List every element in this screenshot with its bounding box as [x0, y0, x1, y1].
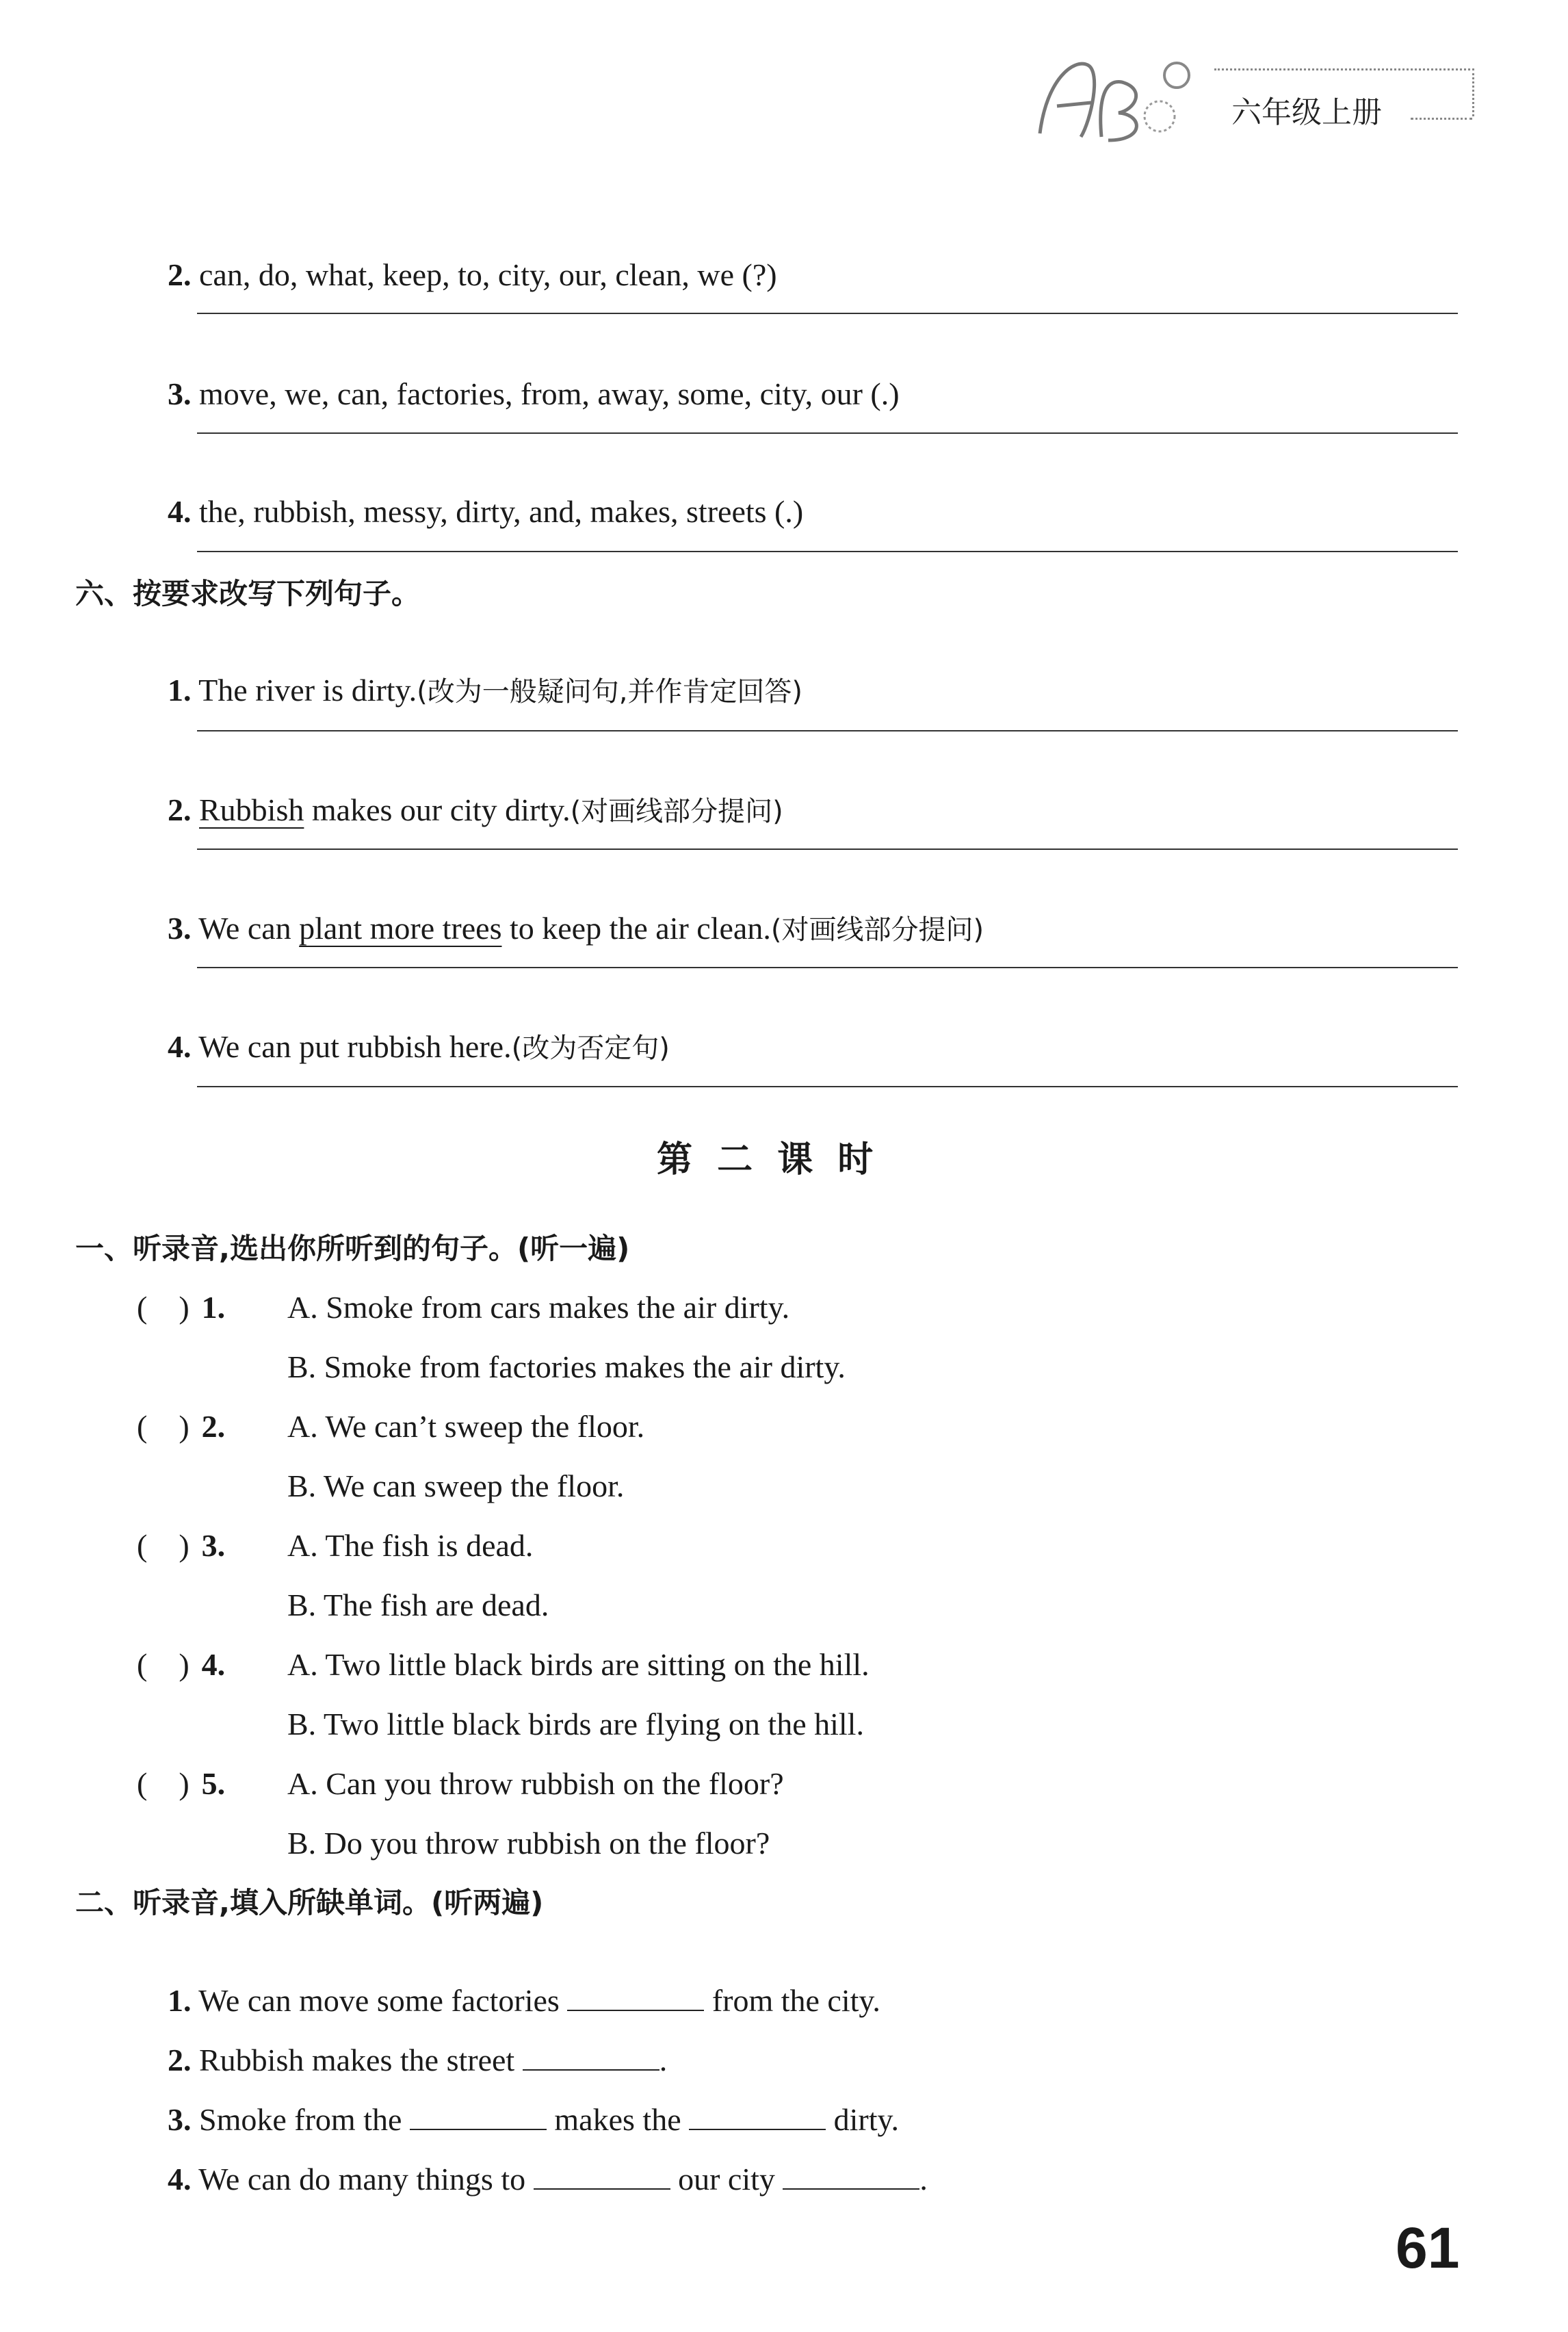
- reorder-item-3: 3. move, we, can, factories, from, away, some, city, our (.): [168, 376, 900, 411]
- listen1-option-3b: B. The fish are dead.: [287, 1588, 549, 1622]
- listen1-option-5a: A. Can you throw rubbish on the floor?: [287, 1766, 784, 1801]
- logo-graphic: [1026, 38, 1218, 147]
- listen2-item-3: 3. Smoke from the makes the dirty.: [168, 2102, 900, 2137]
- answer-line-reorder-3[interactable]: [197, 432, 1458, 434]
- rewrite-item-3: 3. We can plant more trees to keep the air clean.(对画线部分提问): [168, 911, 984, 946]
- header-dotted-top: [1214, 68, 1474, 70]
- header-logo: [1026, 38, 1218, 147]
- listen1-option-1a: A. Smoke from cars makes the air dirty.: [287, 1290, 790, 1325]
- listen1-option-3a: A. The fish is dead.: [287, 1528, 534, 1563]
- answer-line-reorder-4[interactable]: [197, 551, 1458, 552]
- listen1-option-2a: A. We can’t sweep the floor.: [287, 1409, 645, 1444]
- answer-line-reorder-2[interactable]: [197, 313, 1458, 314]
- rewrite-item-1: 1. The river is dirty.(改为一般疑问句,并作肯定回答): [168, 673, 803, 708]
- answer-bracket[interactable]: ( ): [137, 1290, 190, 1325]
- listen1-option-2b: B. We can sweep the floor.: [287, 1468, 625, 1503]
- answer-bracket[interactable]: ( ): [137, 1409, 190, 1444]
- answer-line-rewrite-3[interactable]: [197, 967, 1458, 968]
- listen2-item-1: 1. We can move some factories from the city.: [168, 1983, 880, 2018]
- grade-label: 六年级上册: [1231, 95, 1382, 130]
- listen1-item-5: ( ) 5.: [137, 1766, 226, 1801]
- rewrite-item-4: 4. We can put rubbish here.(改为否定句): [168, 1029, 670, 1064]
- section6-title: 六、按要求改写下列句子。: [75, 577, 421, 610]
- rewrite-item-2: 2. Rubbish makes our city dirty.(对画线部分提问): [168, 792, 783, 827]
- answer-bracket[interactable]: ( ): [137, 1528, 190, 1563]
- listen1-option-5b: B. Do you throw rubbish on the floor?: [287, 1826, 770, 1861]
- answer-bracket[interactable]: ( ): [137, 1766, 190, 1801]
- lesson-title: 第 二 课 时: [657, 1139, 874, 1180]
- reorder-item-2: 2. can, do, what, keep, to, city, our, clean, we (?): [168, 257, 777, 292]
- answer-line-rewrite-4[interactable]: [197, 1086, 1458, 1087]
- listen1-title: 一、听录音,选出你所听到的句子。(听一遍): [75, 1232, 630, 1265]
- fill-blank[interactable]: [783, 2162, 919, 2190]
- fill-blank[interactable]: [534, 2162, 670, 2190]
- underlined-phrase: Rubbish: [199, 792, 304, 827]
- answer-bracket[interactable]: ( ): [137, 1647, 190, 1682]
- listen1-item-3: ( ) 3.: [137, 1528, 226, 1563]
- listen1-item-2: ( ) 2.: [137, 1409, 226, 1444]
- answer-line-rewrite-2[interactable]: [197, 848, 1458, 850]
- listen2-item-2: 2. Rubbish makes the street .: [168, 2043, 668, 2077]
- listen2-item-4: 4. We can do many things to our city .: [168, 2162, 928, 2197]
- listen1-option-1b: B. Smoke from factories makes the air dirty.: [287, 1349, 846, 1384]
- listen1-option-4b: B. Two little black birds are flying on the hill.: [287, 1707, 864, 1741]
- header-dotted-right: [1472, 68, 1474, 116]
- underlined-phrase: plant more trees: [299, 911, 502, 946]
- listen1-item-1: ( ) 1.: [137, 1290, 226, 1325]
- listen1-option-4a: A. Two little black birds are sitting on the hill.: [287, 1647, 870, 1682]
- answer-line-rewrite-1[interactable]: [197, 730, 1458, 731]
- listen1-item-4: ( ) 4.: [137, 1647, 226, 1682]
- reorder-item-4: 4. the, rubbish, messy, dirty, and, makes, streets (.): [168, 494, 804, 529]
- header-dotted-trail: [1411, 118, 1472, 120]
- listen2-title: 二、听录音,填入所缺单词。(听两遍): [75, 1886, 544, 1919]
- page-number: 61: [1396, 2216, 1460, 2280]
